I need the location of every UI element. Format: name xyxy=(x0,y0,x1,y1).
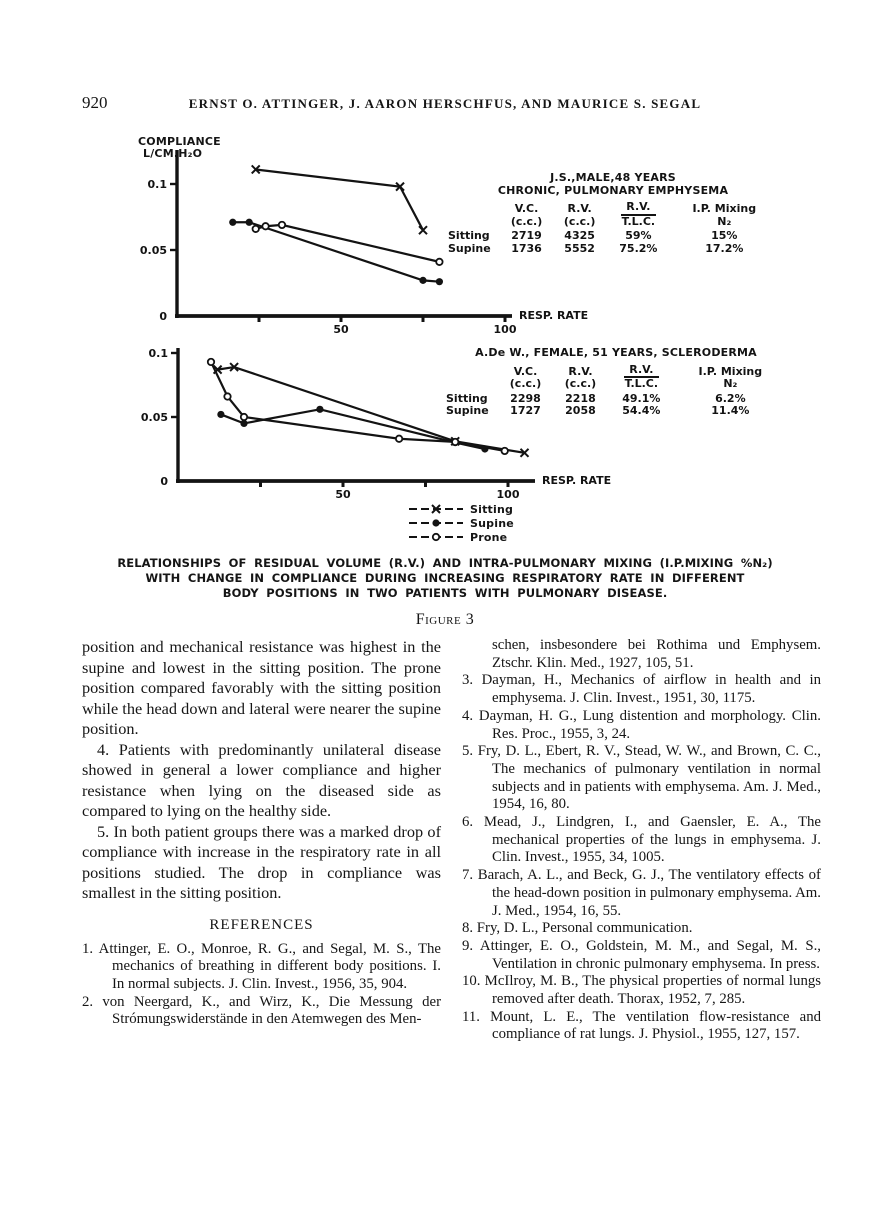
table-title: A.De W., FEMALE, 51 YEARS, SCLERODERMA xyxy=(475,346,757,359)
caption-line: WITH CHANGE IN COMPLIANCE DURING INCREASING RESPIRATORY RATE IN DIFFERENT xyxy=(145,571,745,585)
patient-table-emphysema xyxy=(448,172,778,255)
table-row: Sitting 2719 4325 59% 15% xyxy=(448,229,738,242)
reference-item: 11. Mount, L. E., The ventilation flow-resistance and compliance of rat lungs. J. Physiol., 1955, 127, 157. xyxy=(462,1008,821,1043)
reference-item: 4. Dayman, H. G., Lung distention and morphology. Clin. Res. Proc., 1955, 3, 24. xyxy=(462,707,821,742)
svg-text:0.05: 0.05 xyxy=(139,244,167,257)
left-text-column xyxy=(82,637,441,1029)
col-header-ip-mixing: I.P. Mixing N₂ xyxy=(692,202,757,228)
reference-item: 3. Dayman, H., Mechanics of airflow in health and in emphysema. J. Clin. Invest., 1951, 30, 1175. xyxy=(462,672,821,707)
svg-text:100: 100 xyxy=(496,488,520,501)
reference-continuation: schen, insbesondere bei Rothima und Emphysem. Ztschr. Klin. Med., 1927, 105, 51. xyxy=(492,637,821,671)
table-row: Sitting 2298 2218 49.1% 6.2% xyxy=(446,391,746,405)
svg-text:RESP. RATE: RESP. RATE xyxy=(542,474,612,487)
col-header-vc: V.C. (c.c.) xyxy=(510,202,543,228)
col-header-rv: R.V. (c.c.) xyxy=(564,364,597,390)
reference-item: 9. Attinger, E. O., Goldstein, M. M., and Segal, M. S., Ventilation in chronic pulmonary emphysema. In press. xyxy=(462,937,821,972)
col-header-rv-tlc: $\frac{R.V.}{T.L.C.}$ xyxy=(624,362,659,390)
legend-item-supine: Supine xyxy=(408,516,514,530)
sitting-marker-icon xyxy=(408,503,464,515)
body-paragraph: 4. Patients with predominantly unilateral disease showed in general a lower compliance and higher resistance when lying on the diseased side as compared to lying on the healthy side. xyxy=(82,739,441,820)
caption-line: BODY POSITIONS IN TWO PATIENTS WITH PULMONARY DISEASE. xyxy=(222,586,668,600)
svg-text:50: 50 xyxy=(333,323,349,336)
svg-text:100: 100 xyxy=(493,323,517,336)
page-number: 920 xyxy=(82,93,108,112)
chart-legend xyxy=(408,502,514,544)
svg-text:RESP. RATE: RESP. RATE xyxy=(519,309,589,322)
reference-item: 1. Attinger, E. O., Monroe, R. G., and Segal, M. S., The mechanics of breathing in different body positions. I. In normal subjects. J. Clin. Invest., 1956, 35, 904. xyxy=(82,940,441,992)
reference-item: 10. McIlroy, M. B., The physical properties of normal lungs removed after death. Thorax, 1952, 7, 285. xyxy=(462,973,821,1008)
col-header-vc: V.C. (c.c.) xyxy=(509,364,542,390)
svg-text:0.05: 0.05 xyxy=(140,411,168,424)
right-text-column xyxy=(462,637,821,1044)
references-heading: REFERENCES xyxy=(209,916,314,933)
svg-text:0.1: 0.1 xyxy=(148,347,168,360)
col-header-rv: R.V. (c.c.) xyxy=(563,202,596,228)
reference-item: 6. Mead, J., Lindgren, I., and Gaensler, E. A., The mechanical properties of the lungs in emphysema. J. Clin. Invest., 1955, 34, 1005. xyxy=(462,814,821,866)
body-paragraph: 5. In both patient groups there was a marked drop of compliance with increase in the respiratory rate in all positions studied. The drop in compliance was smallest in the sitting position. xyxy=(82,821,441,902)
reference-item: 8. Fry, D. L., Personal communication. xyxy=(462,920,693,937)
table-row: Supine 1736 5552 75.2% 17.2% xyxy=(448,241,744,255)
table-title: CHRONIC, PULMONARY EMPHYSEMA xyxy=(497,183,729,197)
reference-item: 7. Barach, A. L., and Beck, G. J., The ventilatory effects of the head-down position in pulmonary emphysema. Am. J. Med., 1954, 16, 55. xyxy=(462,867,821,919)
prone-marker-icon xyxy=(408,531,464,543)
legend-item-prone: Prone xyxy=(408,530,514,544)
supine-marker-icon xyxy=(408,517,464,529)
figure-number-label: Figure 3 xyxy=(415,611,475,628)
col-header-ip-mixing: I.P. Mixing N₂ xyxy=(698,364,763,390)
reference-item: 5. Fry, D. L., Ebert, R. V., Stead, W. W., and Brown, C. C., The mechanics of pulmonary ventilation in normal subjects and in patients with emphysema. Am. J. Med., 1954, 16, 80. xyxy=(462,743,821,813)
legend-item-sitting: Sitting xyxy=(408,502,514,516)
svg-text:0: 0 xyxy=(160,475,168,488)
svg-text:50: 50 xyxy=(335,488,351,501)
running-head: ERNST O. ATTINGER, J. AARON HERSCHFUS, AND MAURICE S. SEGAL xyxy=(188,96,702,111)
table-row: Supine 1727 2058 54.4% 11.4% xyxy=(446,404,750,417)
y-axis-title-line1: COMPLIANCE xyxy=(138,135,221,148)
col-header-rv-tlc: $\frac{R.V.}{T.L.C.}$ xyxy=(621,200,656,228)
svg-text:0: 0 xyxy=(159,310,167,323)
figure-caption xyxy=(105,556,785,601)
table-title: J.S.,MALE,48 YEARS xyxy=(550,171,676,184)
caption-line: RELATIONSHIPS OF RESIDUAL VOLUME (R.V.) AND INTRA-PULMONARY MIXING (I.P.MIXING %N₂) xyxy=(117,556,773,570)
patient-table-scleroderma xyxy=(446,347,786,418)
reference-item: 2. von Neergard, K., and Wirz, K., Die Messung der Strómungswiderstände in den Atemwegen des Men- xyxy=(82,993,441,1028)
svg-text:0.1: 0.1 xyxy=(147,178,167,191)
body-paragraph: position and mechanical resistance was highest in the supine and lowest in the sitting position. The prone position compared favorably with the sitting position while the head down and lateral were nearer the supine position. xyxy=(82,637,441,738)
y-axis-title-line2: L/CM.H₂O xyxy=(143,147,203,160)
